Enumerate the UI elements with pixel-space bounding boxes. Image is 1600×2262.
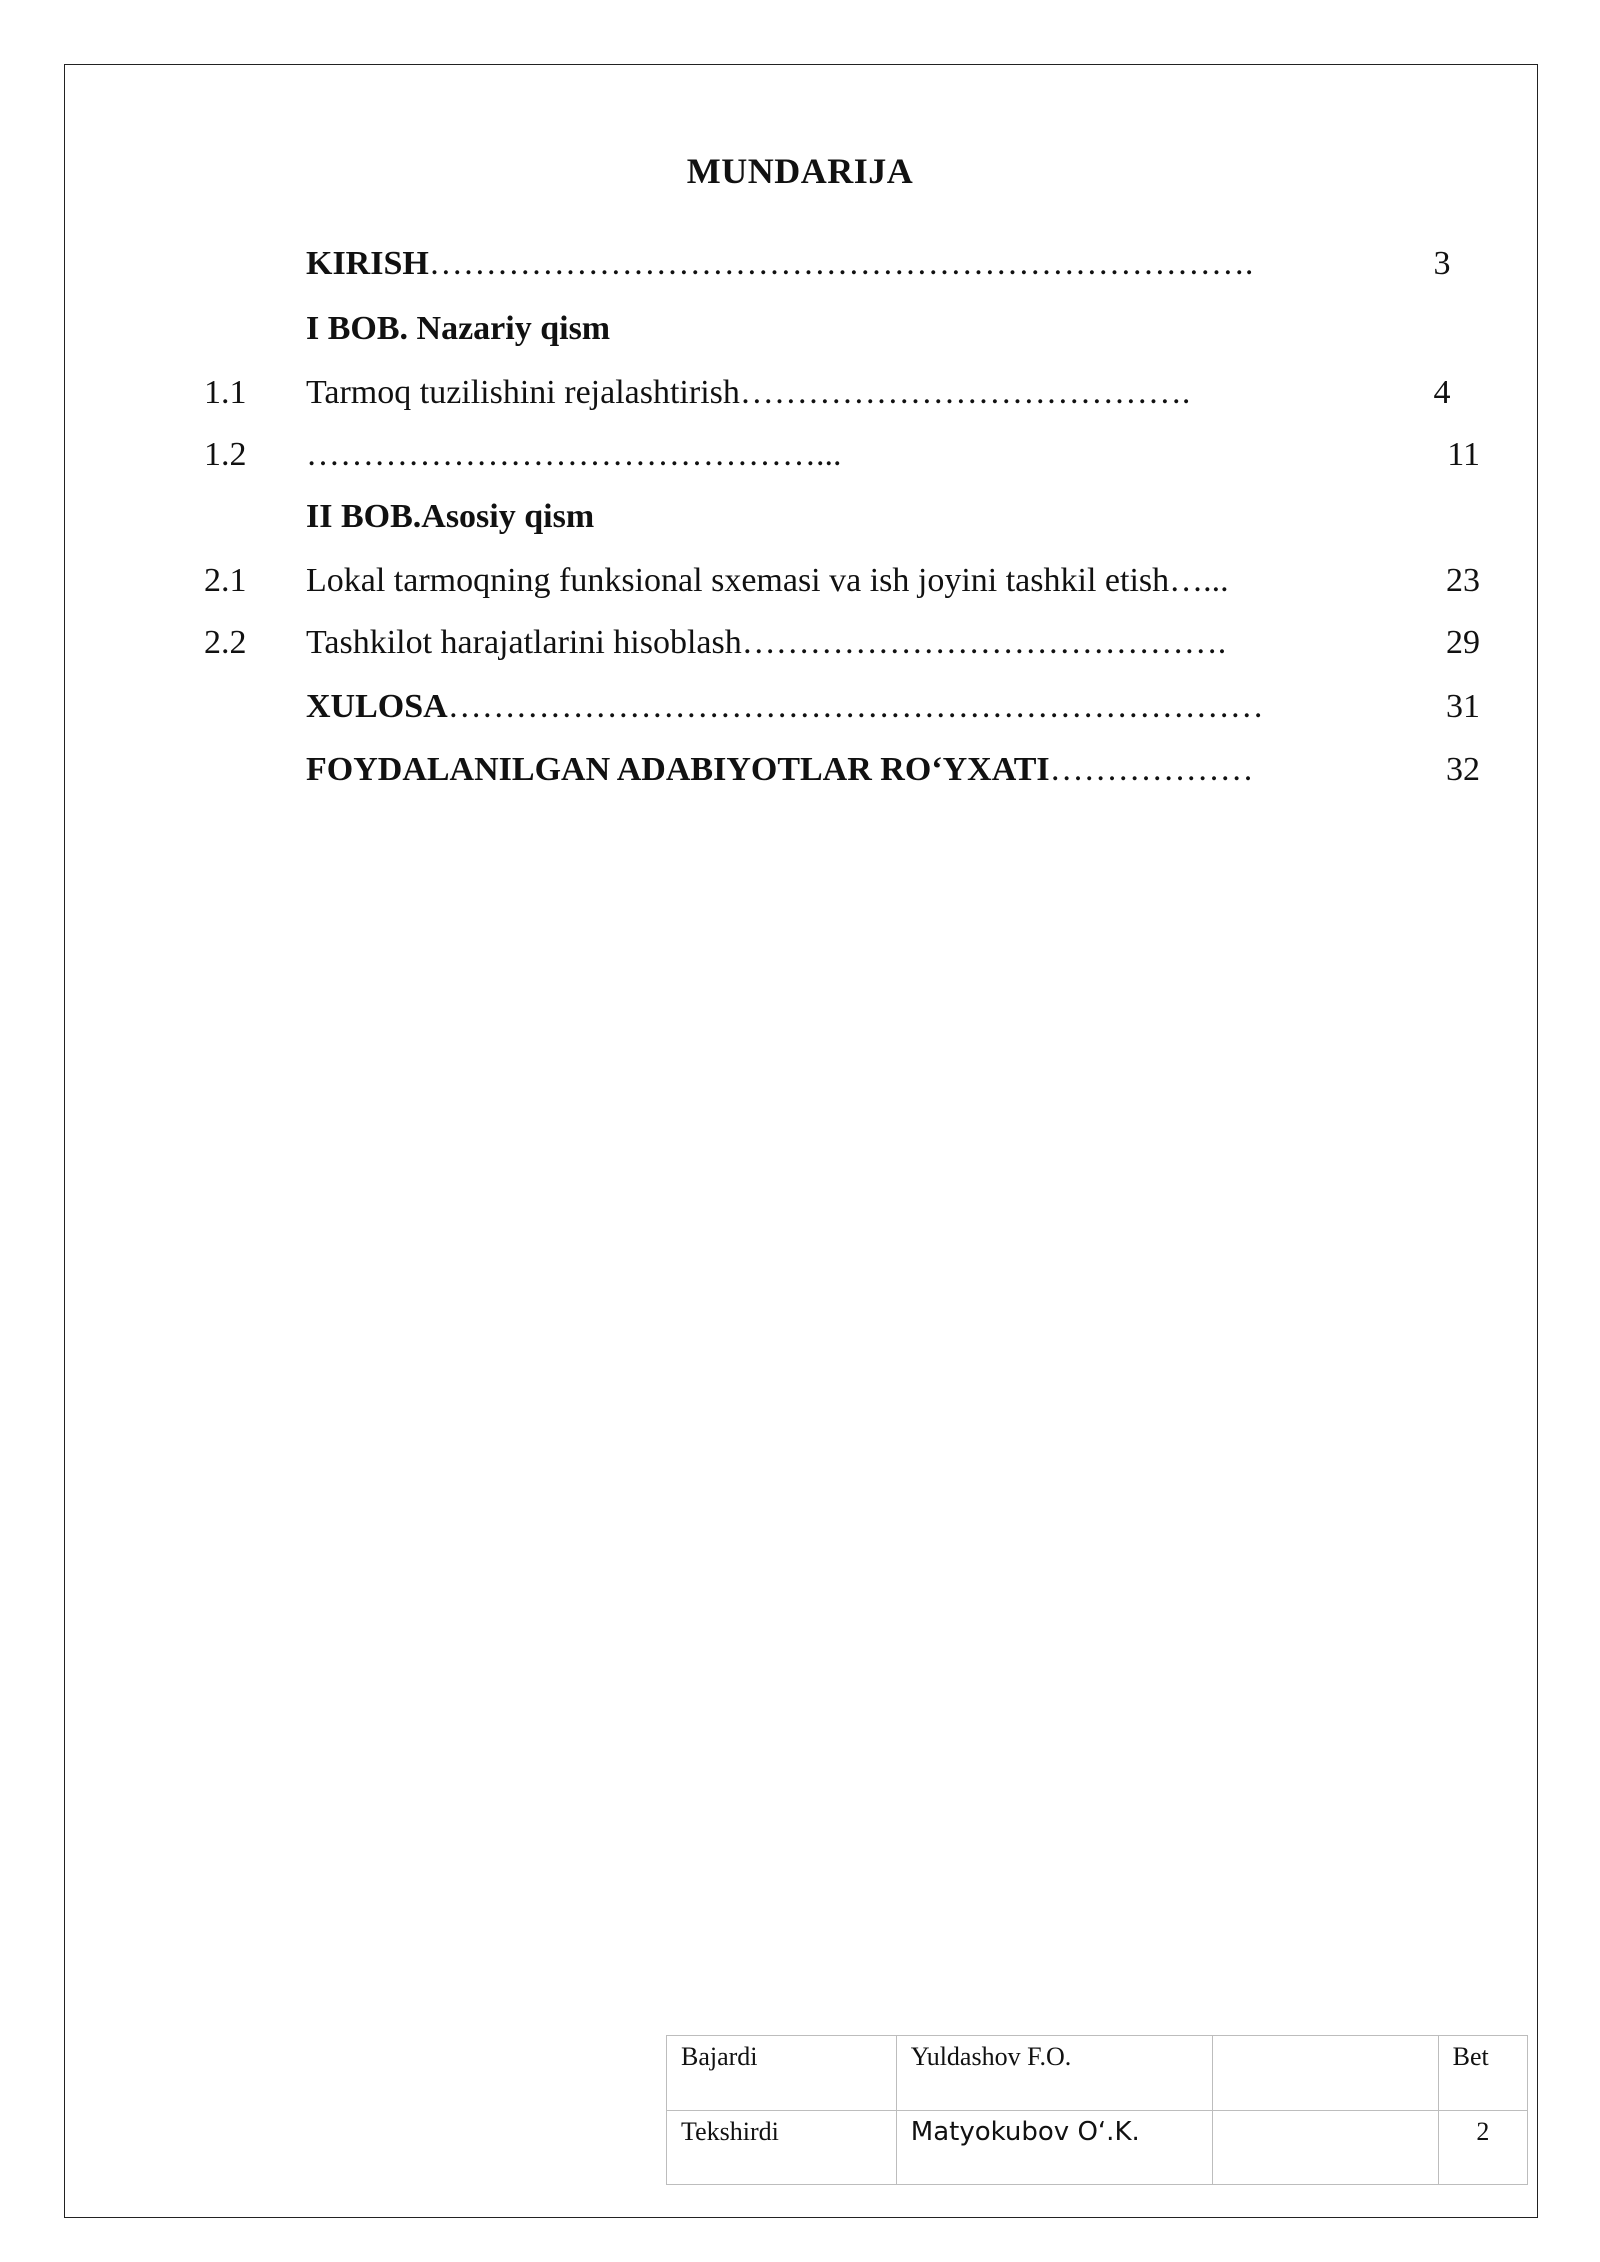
toc-page: 29 [1446, 624, 1480, 661]
toc-number: 1.2 [204, 436, 247, 473]
toc-number: 2.1 [204, 562, 247, 599]
toc-page: 11 [1447, 436, 1480, 473]
title-block-table [666, 2035, 1528, 2185]
toc-page: 4 [1433, 374, 1451, 411]
performer-label: Bajardi [667, 2036, 897, 2111]
toc-row [0, 493, 1600, 541]
checker-label: Tekshirdi [667, 2110, 897, 2185]
toc-entry [306, 746, 1254, 794]
blank-cell [1212, 2036, 1438, 2111]
toc-entry [306, 305, 610, 353]
toc-entry [306, 240, 1253, 288]
title-block-row [667, 2110, 1528, 2185]
toc-page: 32 [1446, 751, 1480, 788]
title-block-row [667, 2036, 1528, 2111]
toc-page: 31 [1446, 688, 1480, 725]
toc-row [0, 240, 1600, 288]
toc-entry-text: Lokal tarmoqning funksional sxemasi va ish joyini tashkil etish…... [306, 562, 1229, 599]
page-label: Bet [1438, 2036, 1527, 2111]
toc-entry-bold: II BOB.Asosiy qism [306, 498, 595, 535]
blank-cell [1212, 2110, 1438, 2185]
toc-row [0, 431, 1600, 479]
toc-entry [306, 619, 1226, 667]
document-title: MUNDARIJA [686, 151, 914, 191]
toc-row [0, 619, 1600, 667]
toc-row [0, 746, 1600, 794]
toc-page: 3 [1433, 245, 1451, 282]
page-number: 2 [1438, 2110, 1527, 2185]
toc-entry-bold: KIRISH [306, 245, 429, 282]
toc-entry [306, 557, 1229, 605]
performer-name: Yuldashov F.O. [896, 2036, 1212, 2111]
toc-row [0, 369, 1600, 417]
toc-entry-text: Tashkilot harajatlarini hisoblash……………………………………. [306, 624, 1227, 661]
toc-entry [306, 369, 1190, 417]
toc-entry-bold: XULOSA [306, 688, 448, 725]
toc-row [0, 305, 1600, 353]
toc-entry-text: Tarmoq tuzilishini rejalashtirish…………………………………. [306, 374, 1191, 411]
checker-name: Matyokubov O‘.K. [896, 2110, 1212, 2185]
toc-entry-text: ……………………………………………………………… [447, 688, 1264, 725]
toc-entry-text: ………………………………………………………………. [428, 245, 1254, 282]
toc-number: 2.2 [204, 624, 247, 661]
toc-page: 23 [1446, 562, 1480, 599]
toc-entry [306, 683, 1264, 731]
toc-entry [306, 431, 842, 479]
toc-entry-bold: FOYDALANILGAN ADABIYOTLAR RO‘YXATI [306, 751, 1050, 788]
toc-entry-text: ……………… [1049, 751, 1254, 788]
toc-row [0, 683, 1600, 731]
toc-entry-text: ………………………………………... [306, 436, 842, 473]
toc-entry-bold: I BOB. Nazariy qism [306, 310, 611, 347]
toc-entry [306, 493, 594, 541]
toc-row [0, 557, 1600, 605]
toc-number: 1.1 [204, 374, 247, 411]
